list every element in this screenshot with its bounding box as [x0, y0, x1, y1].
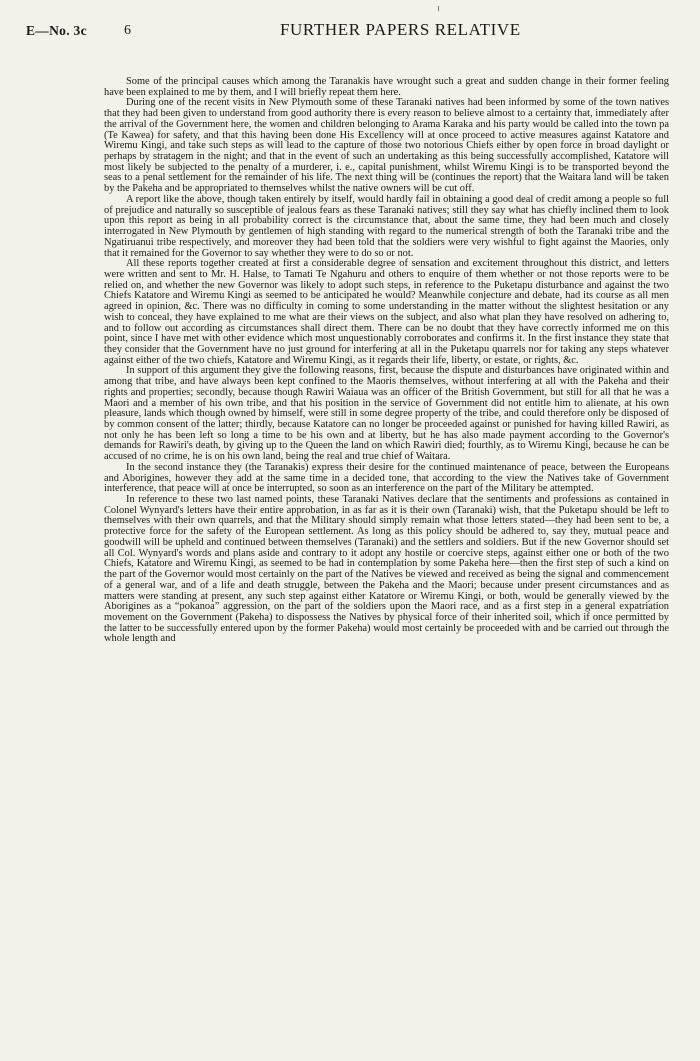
paragraph: In support of this argument they give the following reasons, first, because the dispute and disturbances have originated within and among that tribe, and have always been kept confined to the Maoris themselves, without interfering at all with the Pakeha and their rights and properties; secondly, because though Rawiri Waiaua was an officer of the British Government, but still for all that he was a Maori and a member of his own tribe, and that his position in the service of Government did not entitle him to alienate, at his own pleasure, lands which though owned by himself, were still in some degree property of the tribe, and could therefore only be disposed of by common consent of the latter; thirdly, because Katatore can no longer be proceeded against or punished for having killed Rawiri, as not only he has been left so long a time to be his own and at liberty, but he has also made payment according to the Governor's demands for Rawiri's death, by giving up to the Queen the land on which Rawiri died; fourthly, as to Wiremu Kingi, because he can be accused of no crime, he is on his own land, being the real and true chief of Waitara. [104, 365, 669, 463]
paragraph: In the second instance they (the Taranakis) express their desire for the continued maintenance of peace, between the Europeans and Aborigines, however they add at the same time in a decided tone, that according to the view the Natives take of Government interference, that peace will at once be interrupted, so soon as an interference on the part of the Military be attempted. [104, 461, 669, 495]
paragraph: During one of the recent visits in New Plymouth some of these Taranaki natives had been informed by some of the town natives that they had been given to understand from good authority there is every reason to believe almost to a certainty that, immediately after the arrival of the Government here, the women and children belonging to Arama Karaka and his party would be called into the town pa (Te Kawea) for safety, and that this having been done His Excellency will at once proceed to active measures against Katatore and Wiremu Kingi, and take such steps as will lead to the capture of those two notorious Chiefs either by open force in broad daylight or perhaps by stratagem in the night; and that in the event of such an undertaking as this being successfully accomplished, Katatore will most likely be subjected to the penalty of a murderer, i. e., capital punishment, whilst Wiremu Kingi is to be transported beyond the seas to a penal settlement for the remainder of his life. The next thing will be (continues the report) that the Waitara land will be taken by the Pakeha and be appropriated to themselves whilst the native owners will be cut off. [104, 97, 669, 195]
body-text [104, 77, 669, 645]
page-number: 6 [124, 23, 131, 38]
page-header [26, 19, 680, 47]
paragraph: In reference to these two last named points, these Taranaki Natives declare that the sentiments and professions as contained in Colonel Wynyard's letters have their entire approbation, in as far as it is their own (Taranaki) wish, that the Puketapu should be left to themselves with their own quarrels, and that the Military should simply remain what those letters stated—they had been sent to be, a protective force for the safety of the European settlement. As long as this policy should be adhered to, say they, mutual peace and goodwill will be upheld and continued between themselves (Taranaki) and the settlers and soldiers. But if the new Governor should set all Col. Wynyard's words and plans aside and contrary to it adopt any hostile or coercive steps, against either one or both of the two Chiefs, Katatore and Wiremu Kingi, as seemed to be had in contemplation by some Pakeha here—then the first step of such a kind on the part of the Governor would most certainly on the part of the Natives be viewed and received as being the signal and commencement of a general war, and of a life and death struggle, between the Pakeha and the Maori; because under present circumstances and as matters were standing at present, any such step against either Katatore or Wiremu Kingi, or both, would be generally viewed by the Aborigines as a “pokanoa” aggression, on the part of the soldiers upon the Maori race, and as a first step in a general expatriation movement on the Government (Pakeha) to dispossess the Natives by physical force of their inherited soil, which if once permitted by the latter to be successfully entered upon by the former Pakeha) would most certainly be proceeded with and be carried out through the whole length and [104, 494, 669, 645]
paragraph: All these reports together created at first a considerable degree of sensation and excitement throughout this district, and letters were written and sent to Mr. H. Halse, to Tamati Te Ngahuru and others to enquire of them whether or not those reports were to be relied on, and whether the new Governor was likely to adopt such steps, in reference to the Puketapu disturbance and against the two Chiefs Katatore and Wiremu Kingi as seemed to be anticipated he would? Meanwhile conjecture and debate, had its course as all men agreed in opinion, &c. There was no difficulty in coming to some understanding in the matter without the slightest hesitation or any wish to conceal, they have explained to me what are their views on the subject, and also what plan they have resolved on adhering to, and to follow out according as circumstances shall direct them. There can be no doubt that they have correctly informed me on this point, since I have met with other evidence which most unquestionably corroborates and confirms it. In the first instance they state that they consider that the Government have no just ground for interfering at all in the Puketapu quarrels nor for taking any steps whatever against either of the two chiefs, Katatore and Wiremu Kingi, as it regards their life, liberty, or estate, or rights, &c. [104, 258, 669, 366]
paragraph: Some of the principal causes which among the Taranakis have wrought such a great and sudden change in their former feeling have been explained to me by them, and I will briefly repeat them here. [104, 76, 669, 98]
running-title: FURTHER PAPERS RELATIVE [280, 20, 521, 39]
paragraph: A report like the above, though taken entirely by itself, would hardly fail in obtaining a good deal of credit among a people so full of prejudice and naturally so susceptible of jealous fears as these Taranaki natives; still they say what has chiefly inclined them to look upon this report as being in all probability correct is the circumstance that, about the same time, they had been much and closely interrogated in New Plymouth by gentlemen of high standing with regard to the numerical strength of both the Taranaki tribe and the Ngatiruanui tribe respectively, and moreover they had been told that the soldiers were very wishful to fight against the Maories, only that it remained for the Governor to say whether they were to do so or not. [104, 193, 669, 259]
document-reference: E—No. 3c [26, 23, 87, 38]
print-speck [438, 6, 439, 11]
